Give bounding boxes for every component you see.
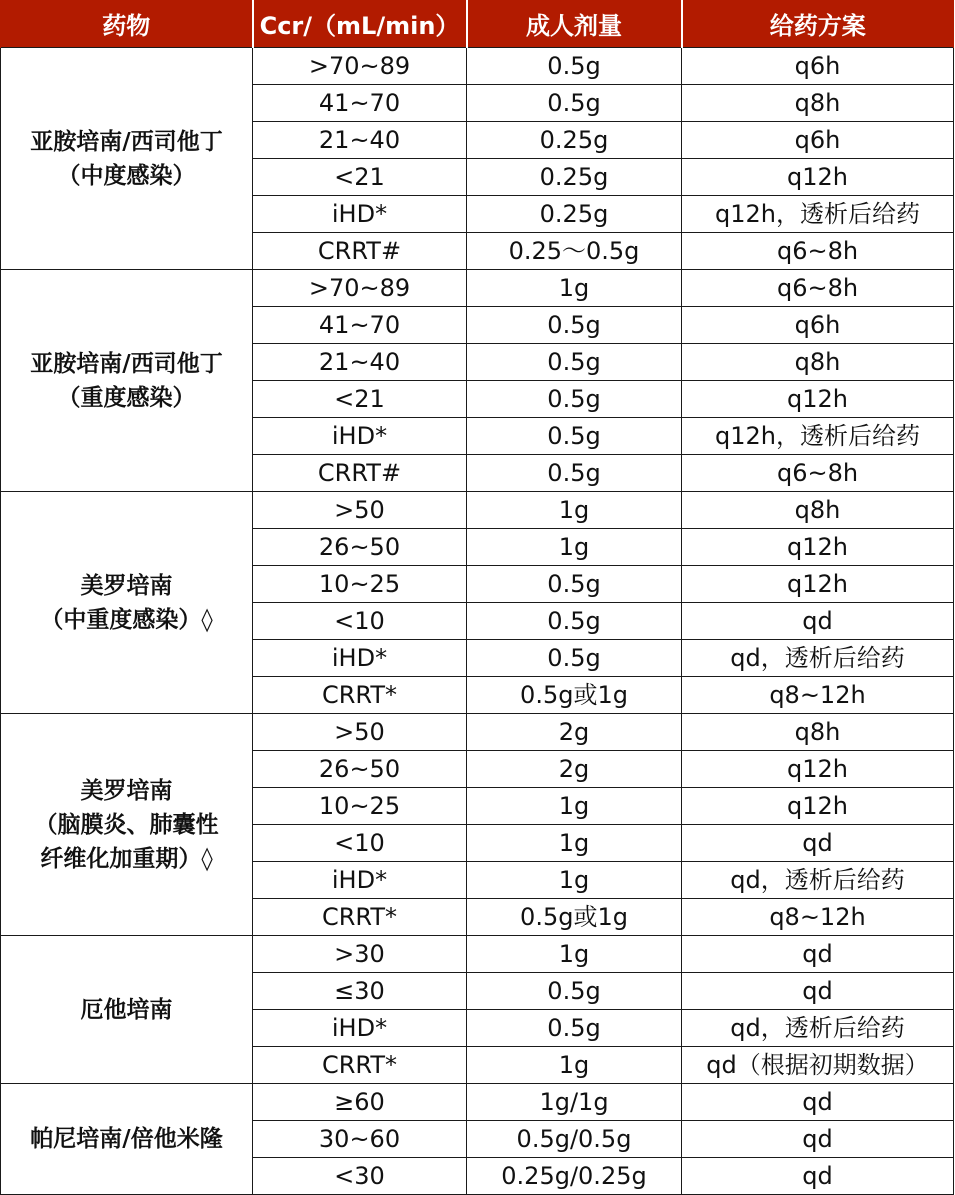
drug-name-cell [1,48,253,270]
plan-cell: q12h，透析后给药 [682,196,954,233]
drug-name-cell [1,1084,253,1195]
dose-cell: 0.25g/0.25g [467,1158,682,1195]
dose-cell: 1g [467,936,682,973]
ccr-cell: >70~89 [253,270,467,307]
header-dose: 成人剂量 [467,0,682,48]
ccr-cell: 21~40 [253,344,467,381]
plan-cell: q12h [682,381,954,418]
dose-cell: 0.5g [467,344,682,381]
drug-name-cell [1,936,253,1084]
drug-name-line: 纤维化加重期）◊ [40,845,213,872]
ccr-cell: 26~50 [253,751,467,788]
dose-cell: 0.25～0.5g [467,233,682,270]
dose-cell: 0.5g [467,85,682,122]
plan-cell: q12h [682,159,954,196]
drug-name-line: 亚胺培南/西司他丁 [30,128,223,155]
dose-cell: 0.5g [467,1010,682,1047]
plan-cell: qd [682,973,954,1010]
dose-cell: 0.5g [467,48,682,85]
ccr-cell: >70~89 [253,48,467,85]
dose-cell: 1g [467,862,682,899]
dose-cell: 2g [467,714,682,751]
plan-cell: qd（根据初期数据） [682,1047,954,1084]
plan-cell: qd，透析后给药 [682,862,954,899]
plan-cell: qd [682,1158,954,1195]
ccr-cell: CRRT* [253,677,467,714]
dose-cell: 1g [467,492,682,529]
ccr-cell: >30 [253,936,467,973]
plan-cell: q6~8h [682,455,954,492]
ccr-cell: >50 [253,492,467,529]
drug-name-cell [1,714,253,936]
drug-name-cell [1,492,253,714]
plan-cell: q8~12h [682,677,954,714]
ccr-cell: ≤30 [253,973,467,1010]
ccr-cell: <30 [253,1158,467,1195]
ccr-cell: <21 [253,381,467,418]
ccr-cell: 30~60 [253,1121,467,1158]
dose-cell: 0.5g/0.5g [467,1121,682,1158]
plan-cell: qd [682,1121,954,1158]
ccr-cell: >50 [253,714,467,751]
header-drug: 药物 [1,0,253,48]
ccr-cell: <10 [253,825,467,862]
dose-cell: 0.5g [467,603,682,640]
drug-name-line: 美罗培南 [80,572,173,599]
dose-cell: 1g [467,825,682,862]
dose-cell: 1g [467,270,682,307]
ccr-cell: 41~70 [253,307,467,344]
dose-cell: 0.5g [467,455,682,492]
header-plan: 给药方案 [682,0,954,48]
table-row [1,48,954,85]
dose-cell: 0.5g [467,307,682,344]
table-row [1,492,954,529]
header-ccr: Ccr/（mL/min） [253,0,467,48]
plan-cell: q12h [682,529,954,566]
plan-cell: qd [682,825,954,862]
dose-cell: 0.5g或1g [467,899,682,936]
ccr-cell: CRRT* [253,899,467,936]
plan-cell: q6~8h [682,270,954,307]
ccr-cell: <10 [253,603,467,640]
plan-cell: q12h [682,788,954,825]
ccr-cell: <21 [253,159,467,196]
dose-cell: 0.25g [467,196,682,233]
table-body [1,48,954,1195]
plan-cell: q8h [682,344,954,381]
plan-cell: q6h [682,307,954,344]
drug-name-line: 亚胺培南/西司他丁 [30,350,223,377]
ccr-cell: iHD* [253,418,467,455]
ccr-cell: 41~70 [253,85,467,122]
plan-cell: q6h [682,48,954,85]
plan-cell: qd，透析后给药 [682,1010,954,1047]
dose-cell: 0.5g或1g [467,677,682,714]
dose-cell: 0.25g [467,122,682,159]
dose-cell: 1g [467,1047,682,1084]
drug-name-line: 厄他培南 [80,996,173,1023]
dose-cell: 1g [467,788,682,825]
plan-cell: q8h [682,85,954,122]
ccr-cell: 26~50 [253,529,467,566]
ccr-cell: 21~40 [253,122,467,159]
drug-name-line: （中度感染） [57,162,196,189]
ccr-cell: iHD* [253,640,467,677]
plan-cell: qd [682,936,954,973]
table-row [1,1084,954,1121]
drug-name-line: （重度感染） [57,384,196,411]
ccr-cell: CRRT# [253,455,467,492]
dose-cell: 0.5g [467,640,682,677]
plan-cell: q12h [682,751,954,788]
dose-cell: 0.5g [467,418,682,455]
table-row [1,936,954,973]
ccr-cell: iHD* [253,862,467,899]
ccr-cell: ≥60 [253,1084,467,1121]
dose-cell: 1g/1g [467,1084,682,1121]
dose-cell: 0.25g [467,159,682,196]
ccr-cell: iHD* [253,1010,467,1047]
header-row [1,0,954,48]
plan-cell: q8h [682,492,954,529]
plan-cell: qd，透析后给药 [682,640,954,677]
dose-cell: 1g [467,529,682,566]
plan-cell: q12h，透析后给药 [682,418,954,455]
table-row [1,714,954,751]
dose-cell: 0.5g [467,566,682,603]
dose-cell: 2g [467,751,682,788]
drug-name-line: 美罗培南 [80,777,173,804]
ccr-cell: 10~25 [253,788,467,825]
table-row [1,270,954,307]
table-header [1,0,954,48]
ccr-cell: 10~25 [253,566,467,603]
plan-cell: q6h [682,122,954,159]
ccr-cell: iHD* [253,196,467,233]
plan-cell: q12h [682,566,954,603]
plan-cell: qd [682,1084,954,1121]
plan-cell: q8~12h [682,899,954,936]
plan-cell: q8h [682,714,954,751]
plan-cell: q6~8h [682,233,954,270]
drug-name-line: 帕尼培南/倍他米隆 [30,1126,223,1152]
plan-cell: qd [682,603,954,640]
dose-cell: 0.5g [467,381,682,418]
ccr-cell: CRRT* [253,1047,467,1084]
dose-cell: 0.5g [467,973,682,1010]
drug-name-line: （脑膜炎、肺囊性 [34,811,219,838]
drug-name-line: （中重度感染）◊ [40,606,213,633]
drug-name-cell [1,270,253,492]
ccr-cell: CRRT# [253,233,467,270]
